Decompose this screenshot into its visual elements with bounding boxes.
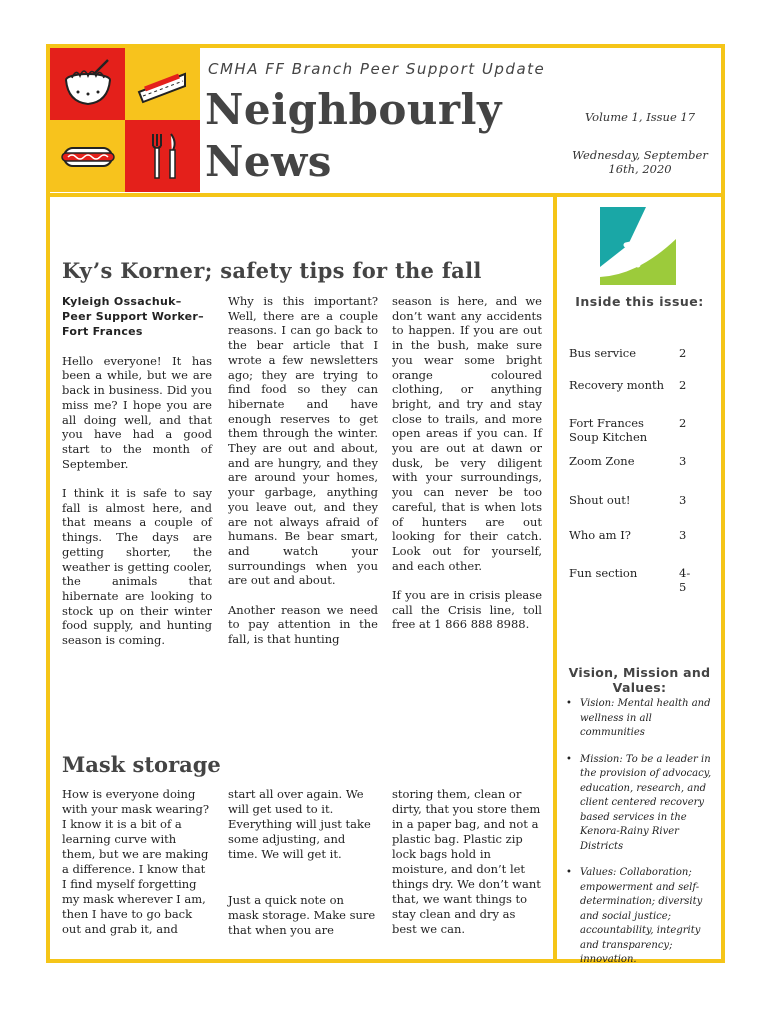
issue-date: Wednesday, September 16th, 2020	[572, 148, 708, 176]
toc-page: 3	[679, 454, 687, 468]
article2-paragraph: Just a quick note on mask storage. Make sure that when you are	[228, 893, 376, 937]
article2-column-3	[392, 787, 542, 952]
article-byline: Kyleigh Ossachuk– Peer Support Worker– Fort Frances	[62, 295, 204, 338]
pie-slice-icon	[133, 56, 193, 112]
vision-mission-values-title: Vision, Mission and Values:	[568, 665, 711, 695]
cmha-logo	[598, 205, 678, 287]
article2-paragraph: How is everyone doing with your mask wearing? I know it is a bit of a learning curve with them, but we are making a difference. I know that I find myself forgetting my mask wherever I am, then I have to go back out and grab it, and	[62, 787, 210, 936]
article-heading-mask-storage: Mask storage	[62, 752, 221, 777]
pie-tile	[125, 48, 200, 120]
toc-label: Recovery month	[569, 378, 665, 392]
inside-issue-title: Inside this issue:	[575, 294, 704, 309]
toc-page: 2	[679, 416, 687, 430]
toc-page: 2	[679, 378, 687, 392]
hot-dog-icon	[58, 128, 118, 184]
list-item: • Values: Collaboration; empowerment and self-determination; diversity and social justice; accountability, integrity and transparency; innovation.	[566, 866, 716, 968]
pot-tile	[50, 48, 125, 120]
list-item: • Vision: Mental health and wellness in all communities	[566, 697, 716, 741]
article1-column-1	[62, 294, 212, 662]
vision-mission-values-list	[566, 697, 716, 980]
title-line-1: Neighbourly	[205, 85, 502, 134]
hotdog-tile	[50, 120, 125, 192]
toc-page: 3	[679, 528, 687, 542]
article1-paragraph: Another reason we need to pay attention in the fall, is that hunting	[228, 602, 378, 647]
crisis-line-paragraph: If you are in crisis please call the Crisis line, toll free at 1 866 888 8988.	[392, 588, 542, 632]
article1-paragraph: I think it is safe to say fall is almost here, and that means a couple of things. The days are getting shorter, the weather is getting cooler, the animals that hibernate are looking to stock up on their winter food supply, and hunting season is coming.	[62, 486, 212, 648]
toc-page: 3	[679, 493, 687, 507]
article2-column-1	[62, 787, 212, 952]
article1-column-3	[392, 294, 542, 647]
cutlery-tile	[125, 120, 200, 192]
toc-label: Zoom Zone	[569, 454, 635, 468]
toc-label: Who am I?	[569, 528, 631, 542]
toc-label: Bus service	[569, 346, 637, 360]
issue-volume: Volume 1, Issue 17	[584, 110, 696, 124]
article1-paragraph: season is here, and we don’t want any accidents to happen. If you are out in the bush, make sure you wear some bright orange coloured clothing, or anything bright, and try and stay close to trails, and more open areas if you can. If you are out at dawn or dusk, be very diligent with your surroundings, you can never be too careful, that is when lots of hunters are out looking for their catch. Look out for yourself, and each other.	[392, 294, 542, 573]
article1-column-2	[228, 294, 378, 662]
article1-paragraph: Hello everyone! It has been a while, but we are back in business. Did you miss me? I hope you are all doing well, and that you have had a good start to the month of September.	[62, 353, 212, 471]
title-line-2: News	[205, 137, 332, 186]
newsletter-title	[205, 84, 502, 188]
toc-label: Fort Frances Soup Kitchen	[569, 416, 648, 444]
cutlery-icon	[133, 128, 193, 184]
pot-icon	[58, 56, 118, 112]
list-item: • Mission: To be a leader in the provision of advocacy, education, research, and client centered recovery based services in the Kenora-Rainy River Districts	[566, 753, 716, 855]
article2-column-2	[228, 787, 378, 953]
toc-page: 4-5	[679, 566, 691, 594]
newsletter-kicker: CMHA FF Branch Peer Support Update	[208, 60, 546, 78]
masthead-tiles	[50, 48, 200, 193]
article1-paragraph: Why is this important? Well, there are a couple reasons. I can go back to the bear article that I wrote a few newsletters ago; they are trying to find food so they can hibernate and have enough reserves to get them through the winter. They are out and about, and are hungry, and they are around your homes, your garbage, anything you leave out, and they are not always afraid of humans. Be bear smart, and watch your surroundings when you are out and about.	[228, 294, 378, 588]
toc-label: Shout out!	[569, 493, 631, 507]
header-divider	[46, 193, 725, 197]
toc-label: Fun section	[569, 566, 638, 580]
article2-paragraph: storing them, clean or dirty, that you store them in a paper bag, and not a plastic bag. Plastic zip lock bags hold in moisture, and don’t let things dry. We don’t want that, we want things to stay clean and dry as best we can.	[392, 787, 541, 936]
toc-page: 2	[679, 346, 687, 360]
sidebar-divider	[553, 193, 557, 963]
article-heading-ky-korner: Ky’s Korner; safety tips for the fall	[62, 258, 482, 283]
article2-paragraph: start all over again. We will get used to it. Everything will just take some adjusting, and time. We will get it.	[228, 787, 371, 861]
